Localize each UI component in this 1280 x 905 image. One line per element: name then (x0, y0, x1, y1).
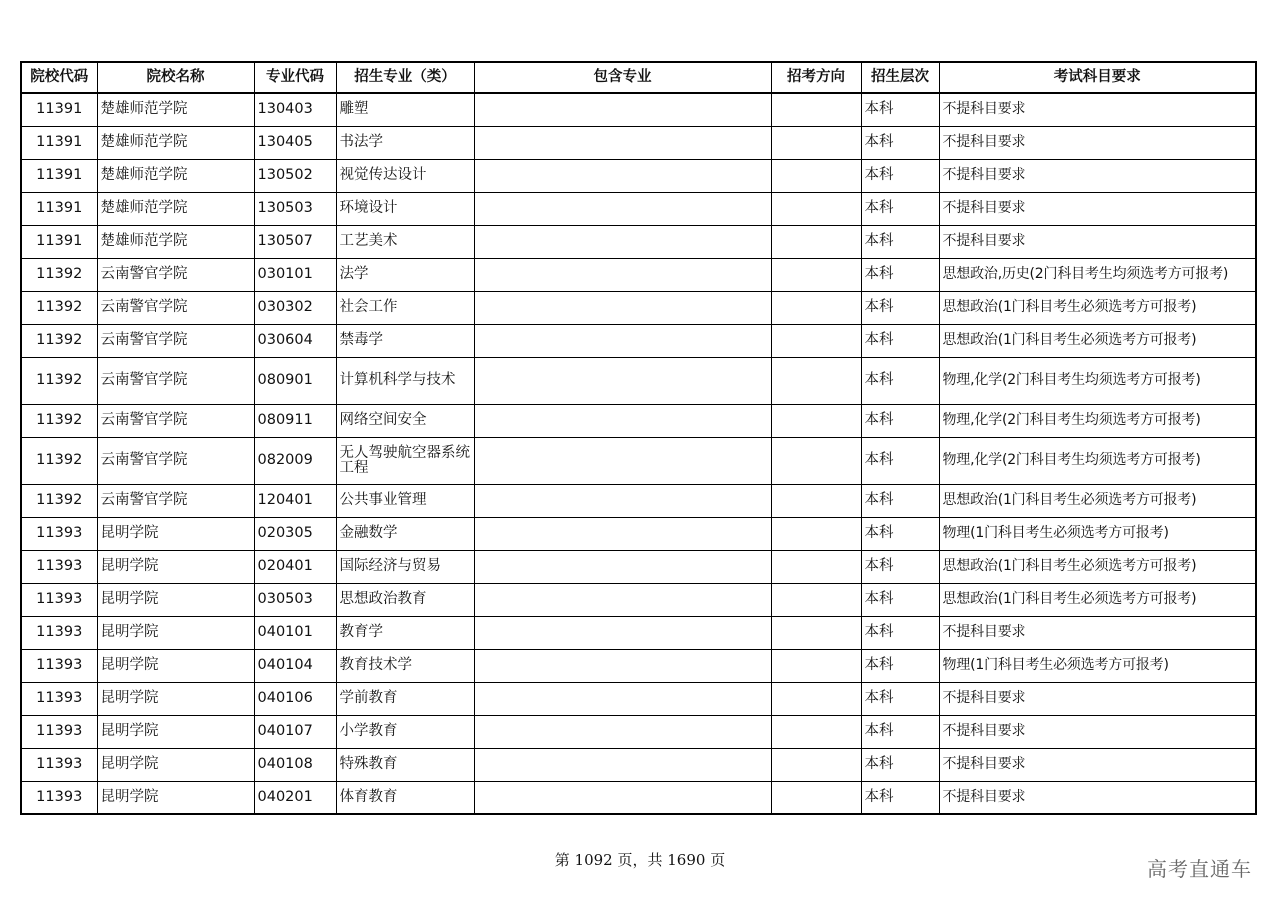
cell-major: 社会工作 (336, 291, 474, 324)
cell-major-code: 130502 (254, 159, 336, 192)
cell-direction (771, 781, 861, 814)
cell-school-code: 11393 (21, 517, 97, 550)
cell-direction (771, 517, 861, 550)
header-major-code: 专业代码 (254, 62, 336, 93)
cell-school-name: 昆明学院 (97, 649, 254, 682)
cell-school-code: 11393 (21, 583, 97, 616)
cell-direction (771, 126, 861, 159)
cell-direction (771, 649, 861, 682)
cell-level: 本科 (861, 715, 939, 748)
cell-direction (771, 583, 861, 616)
cell-requirement: 不提科目要求 (939, 616, 1256, 649)
table-header (21, 62, 1256, 93)
cell-level: 本科 (861, 357, 939, 404)
cell-direction (771, 159, 861, 192)
cell-level: 本科 (861, 781, 939, 814)
header-major: 招生专业（类） (336, 62, 474, 93)
cell-requirement: 不提科目要求 (939, 93, 1256, 126)
cell-major: 计算机科学与技术 (336, 357, 474, 404)
header-row (21, 62, 1256, 93)
cell-level: 本科 (861, 225, 939, 258)
cell-direction (771, 484, 861, 517)
table-row (21, 616, 1256, 649)
cell-includes (474, 550, 771, 583)
cell-requirement: 物理,化学(2门科目考生均须选考方可报考) (939, 357, 1256, 404)
cell-direction (771, 437, 861, 484)
cell-includes (474, 192, 771, 225)
cell-school-name: 昆明学院 (97, 781, 254, 814)
cell-major-code: 120401 (254, 484, 336, 517)
cell-requirement: 物理(1门科目考生必须选考方可报考) (939, 517, 1256, 550)
cell-major: 教育技术学 (336, 649, 474, 682)
cell-major: 法学 (336, 258, 474, 291)
cell-major-code: 030604 (254, 324, 336, 357)
table-row (21, 649, 1256, 682)
cell-requirement: 思想政治,历史(2门科目考生均须选考方可报考) (939, 258, 1256, 291)
cell-school-name: 昆明学院 (97, 550, 254, 583)
cell-school-name: 昆明学院 (97, 616, 254, 649)
cell-level: 本科 (861, 192, 939, 225)
cell-requirement: 思想政治(1门科目考生必须选考方可报考) (939, 484, 1256, 517)
cell-includes (474, 291, 771, 324)
cell-major-code: 040107 (254, 715, 336, 748)
cell-direction (771, 291, 861, 324)
cell-school-code: 11392 (21, 484, 97, 517)
cell-major: 特殊教育 (336, 748, 474, 781)
cell-includes (474, 484, 771, 517)
cell-school-name: 楚雄师范学院 (97, 93, 254, 126)
header-level: 招生层次 (861, 62, 939, 93)
cell-school-code: 11391 (21, 159, 97, 192)
header-requirement: 考试科目要求 (939, 62, 1256, 93)
cell-direction (771, 324, 861, 357)
cell-includes (474, 93, 771, 126)
cell-school-code: 11393 (21, 550, 97, 583)
table-row (21, 715, 1256, 748)
cell-school-name: 楚雄师范学院 (97, 159, 254, 192)
cell-major-code: 020401 (254, 550, 336, 583)
table-row (21, 291, 1256, 324)
cell-school-code: 11393 (21, 649, 97, 682)
cell-school-code: 11391 (21, 192, 97, 225)
header-includes: 包含专业 (474, 62, 771, 93)
cell-school-name: 昆明学院 (97, 748, 254, 781)
cell-school-name: 云南警官学院 (97, 404, 254, 437)
header-direction: 招考方向 (771, 62, 861, 93)
cell-includes (474, 437, 771, 484)
cell-major: 工艺美术 (336, 225, 474, 258)
cell-includes (474, 159, 771, 192)
cell-includes (474, 748, 771, 781)
cell-includes (474, 781, 771, 814)
admissions-table (20, 61, 1257, 815)
cell-major-code: 080901 (254, 357, 336, 404)
cell-major: 网络空间安全 (336, 404, 474, 437)
cell-requirement: 不提科目要求 (939, 126, 1256, 159)
cell-school-code: 11392 (21, 437, 97, 484)
cell-level: 本科 (861, 583, 939, 616)
cell-school-name: 昆明学院 (97, 517, 254, 550)
table-row (21, 437, 1256, 484)
table-row (21, 93, 1256, 126)
table-row (21, 192, 1256, 225)
cell-requirement: 不提科目要求 (939, 781, 1256, 814)
cell-level: 本科 (861, 649, 939, 682)
cell-major-code: 130403 (254, 93, 336, 126)
cell-school-name: 楚雄师范学院 (97, 126, 254, 159)
cell-direction (771, 715, 861, 748)
cell-school-name: 云南警官学院 (97, 291, 254, 324)
cell-major: 体育教育 (336, 781, 474, 814)
cell-requirement: 不提科目要求 (939, 748, 1256, 781)
cell-includes (474, 583, 771, 616)
cell-level: 本科 (861, 404, 939, 437)
cell-requirement: 思想政治(1门科目考生必须选考方可报考) (939, 324, 1256, 357)
cell-school-name: 云南警官学院 (97, 324, 254, 357)
cell-school-name: 楚雄师范学院 (97, 192, 254, 225)
cell-includes (474, 682, 771, 715)
cell-includes (474, 616, 771, 649)
cell-school-code: 11391 (21, 126, 97, 159)
cell-school-code: 11391 (21, 225, 97, 258)
cell-level: 本科 (861, 258, 939, 291)
cell-school-code: 11393 (21, 682, 97, 715)
cell-major-code: 130503 (254, 192, 336, 225)
cell-major: 书法学 (336, 126, 474, 159)
watermark-logo: 高考直通车 (1147, 857, 1252, 881)
cell-major: 禁毒学 (336, 324, 474, 357)
table-row (21, 781, 1256, 814)
cell-level: 本科 (861, 484, 939, 517)
cell-requirement: 不提科目要求 (939, 225, 1256, 258)
cell-school-code: 11393 (21, 715, 97, 748)
cell-school-code: 11392 (21, 357, 97, 404)
cell-school-code: 11392 (21, 291, 97, 324)
cell-direction (771, 192, 861, 225)
cell-requirement: 不提科目要求 (939, 715, 1256, 748)
cell-school-name: 楚雄师范学院 (97, 225, 254, 258)
cell-major: 思想政治教育 (336, 583, 474, 616)
cell-requirement: 物理,化学(2门科目考生均须选考方可报考) (939, 404, 1256, 437)
cell-major-code: 040108 (254, 748, 336, 781)
cell-major-code: 040201 (254, 781, 336, 814)
cell-school-name: 云南警官学院 (97, 484, 254, 517)
cell-major: 雕塑 (336, 93, 474, 126)
table-row (21, 517, 1256, 550)
cell-includes (474, 225, 771, 258)
table-row (21, 404, 1256, 437)
table-row (21, 682, 1256, 715)
cell-major: 公共事业管理 (336, 484, 474, 517)
cell-level: 本科 (861, 93, 939, 126)
cell-requirement: 物理,化学(2门科目考生均须选考方可报考) (939, 437, 1256, 484)
table-row (21, 126, 1256, 159)
cell-major: 视觉传达设计 (336, 159, 474, 192)
cell-level: 本科 (861, 550, 939, 583)
cell-major-code: 040104 (254, 649, 336, 682)
cell-school-name: 昆明学院 (97, 583, 254, 616)
cell-major: 金融数学 (336, 517, 474, 550)
cell-includes (474, 258, 771, 291)
cell-direction (771, 404, 861, 437)
cell-school-name: 云南警官学院 (97, 258, 254, 291)
cell-direction (771, 550, 861, 583)
table-row (21, 550, 1256, 583)
cell-level: 本科 (861, 437, 939, 484)
cell-includes (474, 517, 771, 550)
cell-major-code: 030101 (254, 258, 336, 291)
cell-major-code: 020305 (254, 517, 336, 550)
cell-major: 教育学 (336, 616, 474, 649)
cell-requirement: 物理(1门科目考生必须选考方可报考) (939, 649, 1256, 682)
header-school-code: 院校代码 (21, 62, 97, 93)
cell-school-name: 昆明学院 (97, 715, 254, 748)
cell-requirement: 思想政治(1门科目考生必须选考方可报考) (939, 550, 1256, 583)
cell-school-code: 11392 (21, 258, 97, 291)
cell-school-name: 昆明学院 (97, 682, 254, 715)
cell-major-code: 130405 (254, 126, 336, 159)
cell-school-name: 云南警官学院 (97, 357, 254, 404)
cell-direction (771, 616, 861, 649)
cell-direction (771, 93, 861, 126)
cell-level: 本科 (861, 616, 939, 649)
cell-includes (474, 649, 771, 682)
cell-includes (474, 324, 771, 357)
table-row (21, 583, 1256, 616)
cell-requirement: 不提科目要求 (939, 192, 1256, 225)
cell-school-code: 11392 (21, 404, 97, 437)
cell-school-name: 云南警官学院 (97, 437, 254, 484)
table-row (21, 324, 1256, 357)
cell-school-code: 11391 (21, 93, 97, 126)
cell-major: 无人驾驶航空器系统工程 (336, 437, 474, 484)
cell-school-code: 11392 (21, 324, 97, 357)
cell-major-code: 040106 (254, 682, 336, 715)
cell-major-code: 130507 (254, 225, 336, 258)
table-row (21, 225, 1256, 258)
table-row (21, 357, 1256, 404)
cell-school-code: 11393 (21, 781, 97, 814)
cell-includes (474, 126, 771, 159)
cell-requirement: 思想政治(1门科目考生必须选考方可报考) (939, 583, 1256, 616)
cell-school-code: 11393 (21, 616, 97, 649)
cell-requirement: 思想政治(1门科目考生必须选考方可报考) (939, 291, 1256, 324)
cell-major: 国际经济与贸易 (336, 550, 474, 583)
cell-major-code: 030302 (254, 291, 336, 324)
cell-includes (474, 715, 771, 748)
cell-major-code: 030503 (254, 583, 336, 616)
cell-level: 本科 (861, 517, 939, 550)
table-row (21, 159, 1256, 192)
page-number: 第 1092 页，共 1690 页 (554, 851, 726, 869)
cell-level: 本科 (861, 748, 939, 781)
cell-level: 本科 (861, 126, 939, 159)
cell-major-code: 082009 (254, 437, 336, 484)
table-row (21, 484, 1256, 517)
cell-direction (771, 225, 861, 258)
cell-major-code: 080911 (254, 404, 336, 437)
cell-direction (771, 357, 861, 404)
cell-level: 本科 (861, 291, 939, 324)
cell-major: 环境设计 (336, 192, 474, 225)
cell-major: 小学教育 (336, 715, 474, 748)
cell-requirement: 不提科目要求 (939, 682, 1256, 715)
cell-major: 学前教育 (336, 682, 474, 715)
cell-school-code: 11393 (21, 748, 97, 781)
cell-level: 本科 (861, 324, 939, 357)
cell-direction (771, 748, 861, 781)
cell-includes (474, 404, 771, 437)
table-row (21, 258, 1256, 291)
cell-direction (771, 258, 861, 291)
cell-major-code: 040101 (254, 616, 336, 649)
cell-includes (474, 357, 771, 404)
cell-level: 本科 (861, 159, 939, 192)
table-row (21, 748, 1256, 781)
header-school-name: 院校名称 (97, 62, 254, 93)
cell-level: 本科 (861, 682, 939, 715)
cell-direction (771, 682, 861, 715)
table-body (21, 93, 1256, 814)
cell-requirement: 不提科目要求 (939, 159, 1256, 192)
